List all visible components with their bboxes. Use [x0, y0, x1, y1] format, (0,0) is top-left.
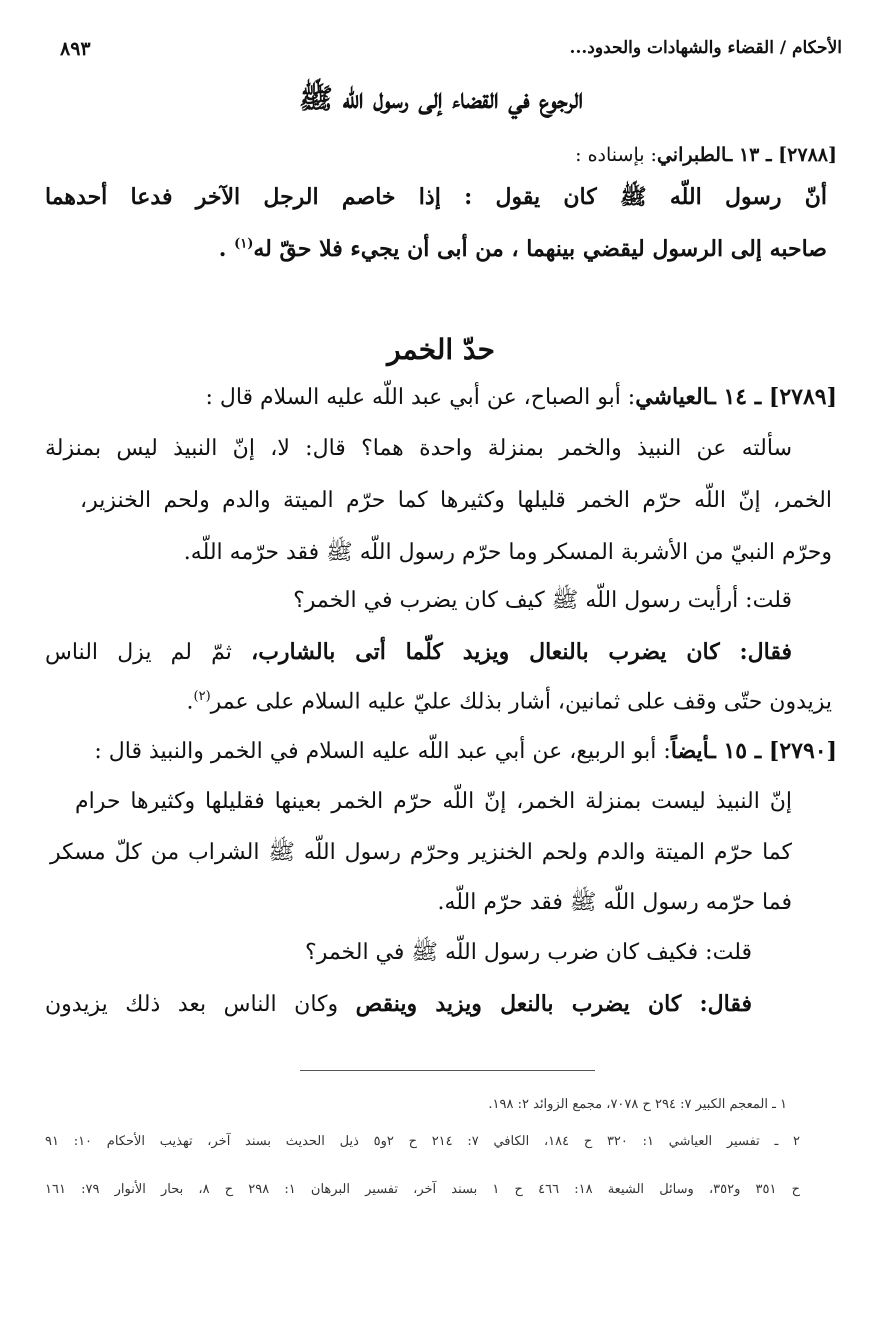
page-number: ٨٩٣ [60, 38, 91, 60]
hadith-2789-line-2: الخمر، إنّ اللّه حرّم الخمر قليلها وكثيرها كما حرّم الميتة والدم ولحم الخنزير، [80, 488, 832, 513]
hadith-2789-text: يزيدون حتّى وقف على ثمانين، أشار بذلك عليّ عليه السلام على عمر [210, 689, 832, 715]
answer-label: فقال: [699, 991, 752, 1017]
answer-bold: كان يضرب بالنعال ويزيد كلّما أتى بالشارب، [251, 639, 740, 665]
answer-rest: ثمّ لم يزل الناس [45, 640, 252, 665]
hadith-2789-answer [45, 639, 792, 666]
hadith-2789-line-4: قلت: أرأيت رسول اللّه ﷺ كيف كان يضرب في الخمر؟ [293, 588, 792, 613]
hadith-2788-line-1: أنّ رسول اللّه ﷺ كان يقول : إذا خاصم الرجل الآخر فدعا أحدهما [45, 184, 827, 210]
hadith-intro: : بإسناده : [575, 144, 657, 166]
footnote-1: ١ ـ المعجم الكبير ٧: ٢٩٤ ح ٧٠٧٨، مجمع الزوائد ٢: ١٩٨. [488, 1097, 787, 1112]
hadith-2789-line-3: وحرّم النبيّ من الأشربة المسكر وما حرّم رسول اللّه ﷺ فقد حرّمه اللّه. [183, 540, 832, 565]
running-title: الأحكام / القضاء والشهادات والحدود... [569, 38, 842, 58]
hadith-2788-text: صاحبه إلى الرسول ليقضي بينهما ، من أبى أن يجيء فلا حقّ له [253, 236, 827, 262]
hadith-2789-last-line [45, 689, 832, 716]
footnote-marker-2[interactable]: (٢) [193, 689, 211, 704]
hadith-2789-heading [45, 384, 837, 411]
hadith-2790-line-1: إنّ النبيذ ليست بمنزلة الخمر، إنّ اللّه حرّم الخمر بعينها فقليلها وكثيرها حرام [75, 789, 792, 814]
answer-bold: كان يضرب بالنعل ويزيد وينقص [355, 991, 700, 1017]
hadith-2790-answer [45, 991, 752, 1018]
section-title-wine-punishment: حدّ الخمر [387, 333, 495, 366]
hadith-source: أيضاً [670, 738, 710, 764]
footnote-2: ٢ ـ تفسير العياشي ١: ٣٢٠ ح ١٨٤، الكافي ٧: ٢١٤ ح ٢و٥ ذيل الحديث بسند آخر، تهذيب الأحكام ١٠: ٩١ [45, 1134, 801, 1149]
hadith-2788-heading [45, 144, 837, 167]
hadith-2789-end: . [186, 689, 194, 715]
hadith-2790-line-4: قلت: فكيف كان ضرب رسول اللّه ﷺ في الخمر؟ [305, 940, 752, 965]
hadith-number: [٢٧٨٨] ـ ١٣ ـ [726, 144, 837, 166]
footnote-marker-1[interactable]: (١) [234, 236, 254, 252]
footnote-2-continued: ح ٣٥١ و٣٥٢، وسائل الشيعة ١٨: ٤٦٦ ح ١ بسند آخر، تفسير البرهان ١: ٢٩٨ ح ٨، بحار الأنوار ٧٩: ١٦١ [45, 1182, 801, 1197]
answer-label: فقال: [739, 639, 792, 665]
hadith-source: الطبراني [656, 144, 727, 166]
hadith-number: [٢٧٩٠] ـ ١٥ ـ [709, 738, 837, 764]
answer-rest: وكان الناس بعد ذلك يزيدون [45, 992, 356, 1017]
footnote-separator [300, 1070, 595, 1071]
hadith-2788-end: . [218, 236, 235, 262]
hadith-2790-heading [45, 738, 837, 765]
hadith-2788-line-2 [45, 236, 827, 262]
hadith-intro: : أبو الربيع، عن أبي عبد اللّه عليه السلام في الخمر والنبيذ قال : [94, 739, 671, 764]
hadith-2790-line-3: فما حرّمه رسول اللّه ﷺ فقد حرّم اللّه. [437, 890, 792, 915]
hadith-source: العياشي [635, 384, 710, 410]
hadith-intro: : أبو الصباح، عن أبي عبد اللّه عليه السلام قال : [205, 385, 636, 410]
hadith-number: [٢٧٨٩] ـ ١٤ ـ [709, 384, 837, 410]
hadith-2790-line-2: كما حرّم الميتة والدم ولحم الخنزير وحرّم رسول اللّه ﷺ الشراب من كلّ مسكر [50, 840, 792, 865]
section-title-judgment: الرجوع في القضاء إلى رسول اللّه ﷺ [298, 82, 584, 115]
running-header [45, 38, 842, 64]
hadith-2789-line-1: سألته عن النبيذ والخمر بمنزلة واحدة هما؟ قال: لا، إنّ النبيذ ليس بمنزلة [45, 436, 792, 461]
